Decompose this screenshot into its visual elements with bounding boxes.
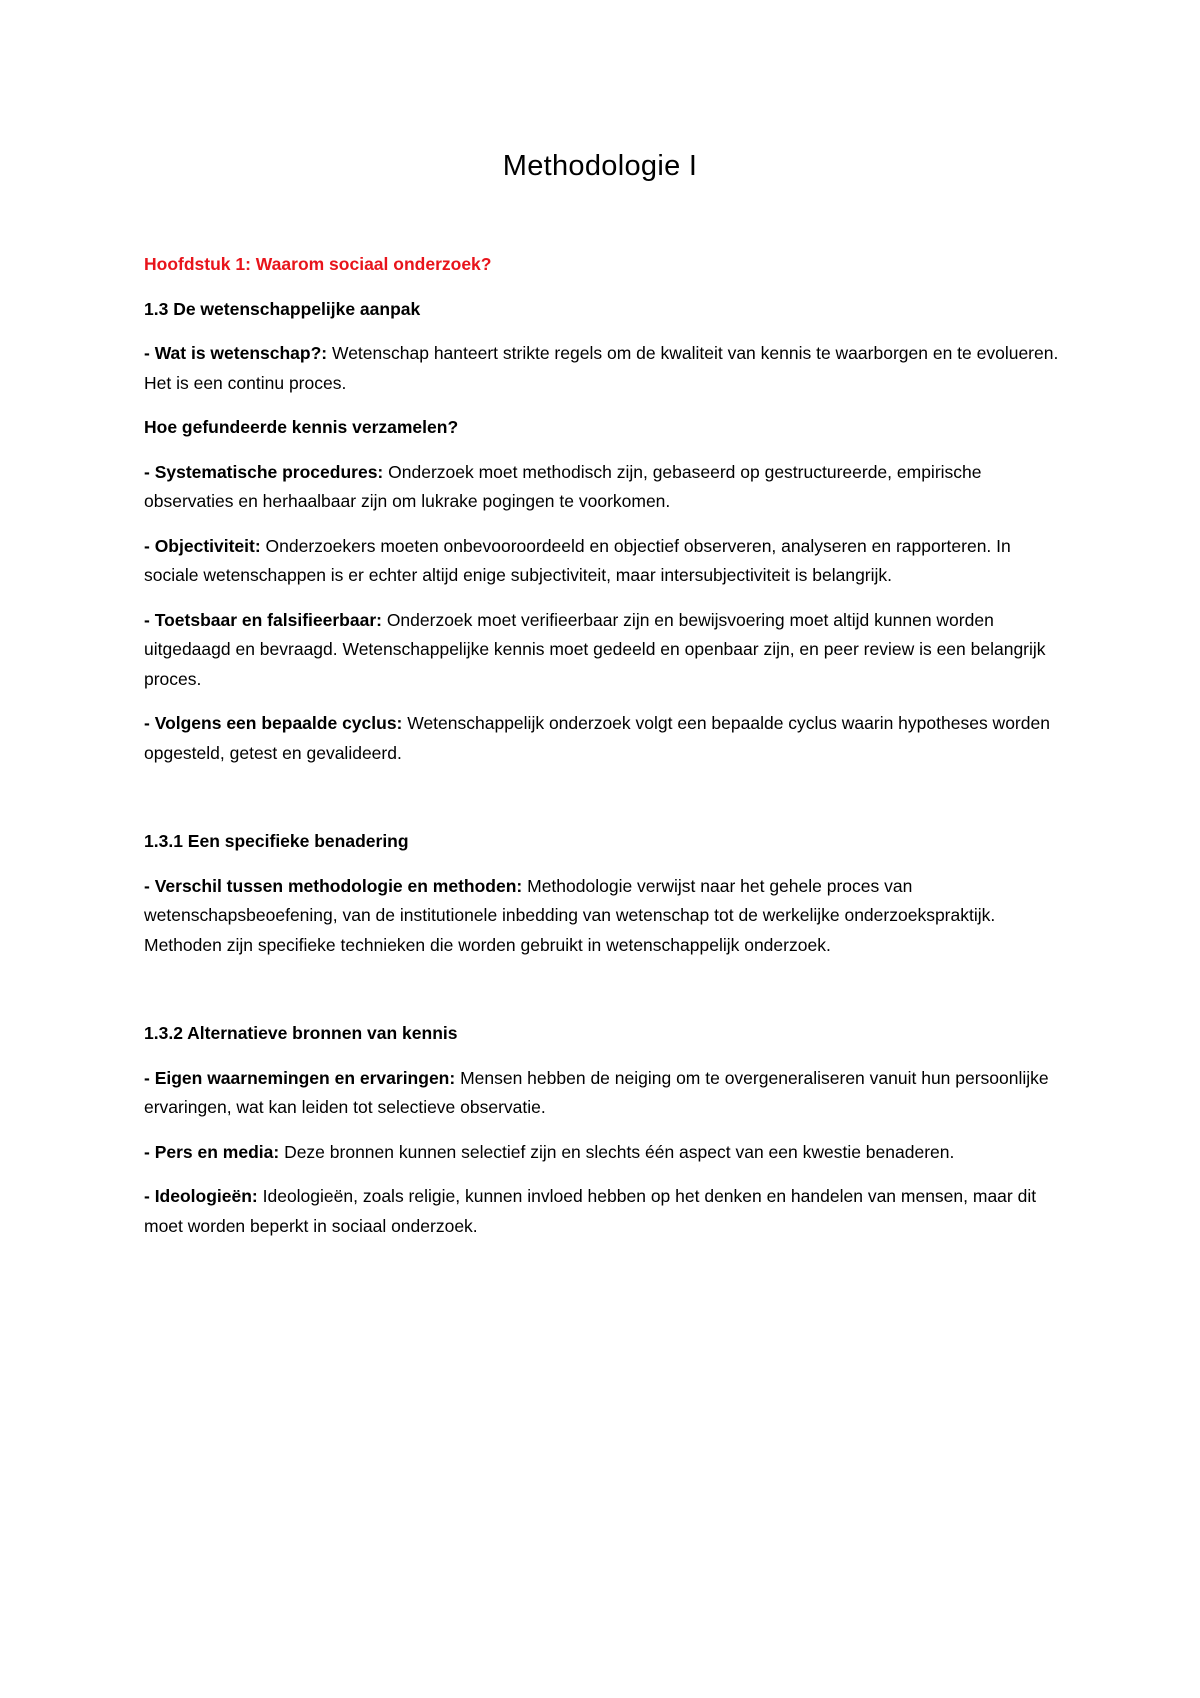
paragraph-term: - Eigen waarnemingen en ervaringen: xyxy=(144,1067,456,1088)
paragraph-term: - Ideologieën: xyxy=(144,1186,258,1206)
chapter-heading: Hoofdstuk 1: Waarom sociaal onderzoek? xyxy=(144,254,492,274)
paragraph-text: Onderzoekers moeten onbevooroordeeld en objectief observeren, analyseren en rapporteren. In sociale wetenschappen is er echter altijd enige subjectiviteit, maar intersubjectiviteit is belangrijk. xyxy=(144,535,1011,585)
paragraph-text: Wetenschappelijk onderzoek volgt een bepaalde cyclus waarin hypotheses worden opgesteld, getest en gevalideerd. xyxy=(144,713,1050,763)
paragraph-term: - Verschil tussen methodologie en methoden: xyxy=(144,875,523,896)
paragraph-text: Onderzoek moet methodisch zijn, gebaseerd op gestructureerde, empirische observaties en herhaalbaar zijn om lukrake pogingen te voorkomen. xyxy=(144,461,982,511)
spacer xyxy=(144,975,1064,1019)
paragraph-systematische-procedures xyxy=(144,458,1064,517)
paragraph-term: - Objectiviteit: xyxy=(144,535,261,556)
paragraph-text: Methodologie verwijst naar het gehele proces van wetenschapsbeoefening, van de institutionele inbedding van wetenschap tot de werkelijke onderzoekspraktijk. Methoden zijn specifieke technieken die worden gebruikt in wetenschappelijk onderzoek. xyxy=(144,875,996,955)
document-title: Methodologie I xyxy=(502,150,698,182)
paragraph-text: Wetenschap hanteert strikte regels om de kwaliteit van kennis te waarborgen en te evolueren. Het is een continu proces. xyxy=(144,343,1059,393)
paragraph-objectiviteit xyxy=(144,532,1064,591)
paragraph-term: - Toetsbaar en falsifieerbaar: xyxy=(144,609,382,630)
paragraph-text: Deze bronnen kunnen selectief zijn en slechts één aspect van een kwestie benaderen. xyxy=(279,1141,955,1162)
paragraph-eigen-waarnemingen xyxy=(144,1064,1064,1123)
paragraph-text: Onderzoek moet verifieerbaar zijn en bewijsvoering moet altijd kunnen worden uitgedaagd en bevraagd. Wetenschappelijke kennis moet gedeeld en openbaar zijn, en peer review is een belangrijk proces. xyxy=(144,609,1046,689)
paragraph-cyclus xyxy=(144,709,1064,768)
document-body xyxy=(144,250,1064,1256)
subheading-gefundeerde-kennis: Hoe gefundeerde kennis verzamelen? xyxy=(144,417,459,437)
section-heading-1-3-1: 1.3.1 Een specifieke benadering xyxy=(144,831,409,851)
paragraph-pers-en-media xyxy=(144,1138,1064,1168)
paragraph-term: - Pers en media: xyxy=(144,1141,280,1162)
paragraph-term: - Volgens een bepaalde cyclus: xyxy=(144,713,403,733)
spacer xyxy=(144,783,1064,827)
paragraph-wat-is-wetenschap xyxy=(144,339,1064,398)
paragraph-toetsbaar xyxy=(144,606,1064,695)
paragraph-text: Mensen hebben de neiging om te overgeneraliseren vanuit hun persoonlijke ervaringen, wat kan leiden tot selectieve observatie. xyxy=(144,1067,1049,1117)
paragraph-term: - Systematische procedures: xyxy=(144,461,384,482)
paragraph-ideologieen xyxy=(144,1182,1064,1241)
paragraph-methodologie-methoden xyxy=(144,872,1064,961)
paragraph-text: Ideologieën, zoals religie, kunnen invloed hebben op het denken en handelen van mensen, maar dit moet worden beperkt in sociaal onderzoek. xyxy=(144,1186,1037,1236)
section-heading-1-3: 1.3 De wetenschappelijke aanpak xyxy=(144,298,421,319)
section-heading-1-3-2: 1.3.2 Alternatieve bronnen van kennis xyxy=(144,1023,458,1043)
paragraph-term: - Wat is wetenschap?: xyxy=(144,343,328,363)
